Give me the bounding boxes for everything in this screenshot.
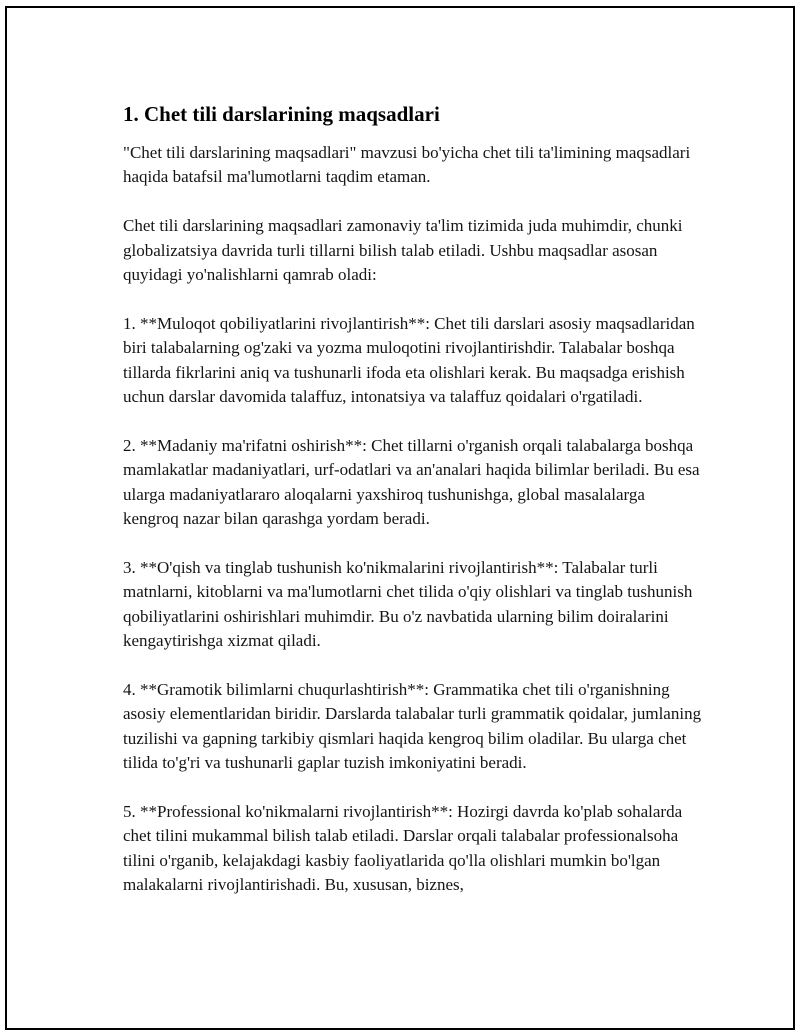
list-item-communication: 1. **Muloqot qobiliyatlarini rivojlantirish**: Chet tili darslari asosiy maqsadlaridan biri talabalarning og'zaki va yozma muloqotini rivojlantirishdir. Talabalar boshqa tillarda fikrlarini aniq va tushunarli ifoda eta olishlari kerak. Bu maqsadga erishish uchun darslar davomida talaffuz, intonatsiya va talaffuz qoidalari o'rgatiladi. xyxy=(123,313,695,407)
list-item-professional-skills: 5. **Professional ko'nikmalarni rivojlantirish**: Hozirgi davrda ko'plab sohalarda chet tilini mukammal bilish talab etiladi. Darslar orqali talabalar professionalsoha tilini o'rganib, kelajakdagi kasbiy faoliyatlarida qo'lla olishlari mumkin bo'lgan malakalarni rivojlantirishadi. Bu, xususan, biznes, xyxy=(123,801,683,895)
section-heading: 1. Chet tili darslarining maqsadlari xyxy=(123,102,440,126)
page-frame xyxy=(5,6,795,1030)
list-item-cultural-awareness: 2. **Madaniy ma'rifatni oshirish**: Chet tillarni o'rganish orqali talabalarga boshqa mamlakatlar madaniyatlari, urf-odatlari va an'analari haqida bilimlar beriladi. Bu esa ularga madaniyatlararo aloqalarni yaxshiroq tushunishga, global masalalarga kengroq nazar bilan qarashga yordam beradi. xyxy=(123,435,700,529)
overview-paragraph: Chet tili darslarining maqsadlari zamonaviy ta'lim tizimida juda muhimdir, chunki globalizatsiya davrida turli tillarni bilish talab etiladi. Ushbu maqsadlar asosan quyidagi yo'nalishlarni qamrab oladi: xyxy=(123,216,683,285)
document-body xyxy=(123,100,703,922)
list-item-reading-listening: 3. **O'qish va tinglab tushunish ko'nikmalarini rivojlantirish**: Talabalar turli matnlarni, kitoblarni va ma'lumotlarni chet tilida o'qiy olishlari va tinglab tushunish qobiliyatlarini oshirishlari muhimdir. Bu o'z navbatida ularning bilim doiralarini kengaytirishga xizmat qiladi. xyxy=(123,557,693,651)
intro-paragraph: "Chet tili darslarining maqsadlari" mavzusi bo'yicha chet tili ta'limining maqsadlari haqida batafsil ma'lumotlarni taqdim etaman. xyxy=(123,143,691,187)
list-item-grammar: 4. **Gramotik bilimlarni chuqurlashtirish**: Grammatika chet tili o'rganishning asosiy elementlaridan biridir. Darslarda talabalar turli grammatik qoidalar, jumlaning tuzilishi va gapning tarkibiy qismlari haqida kengroq bilim oladilar. Bu ularga chet tilida to'g'ri va tushunarli gaplar tuzish imkoniyatini beradi. xyxy=(123,679,702,773)
